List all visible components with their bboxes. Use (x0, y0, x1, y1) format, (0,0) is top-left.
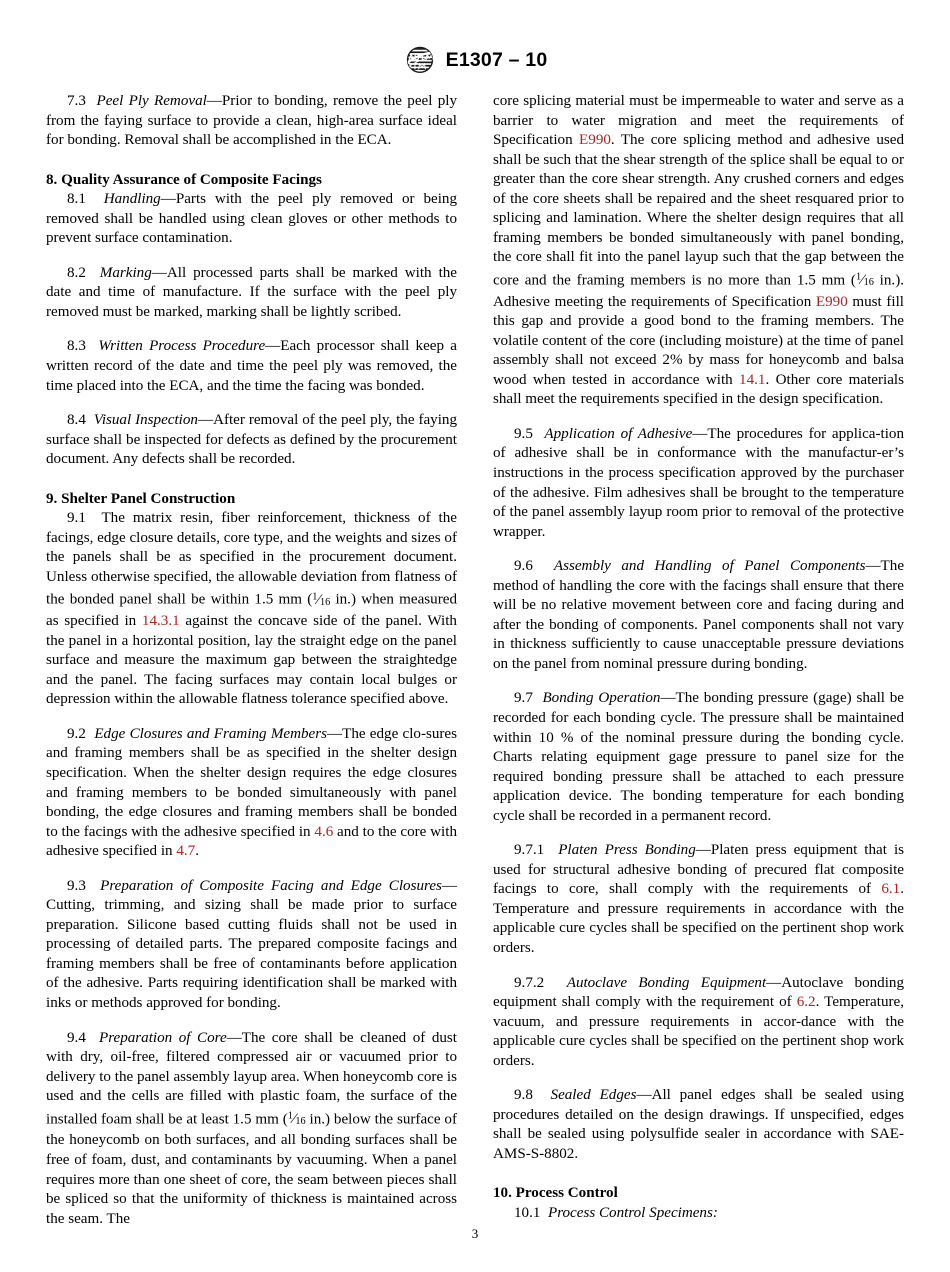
para-title: Peel Ply Removal (96, 93, 207, 109)
para-text-b: in.) when measured as specified in (46, 591, 458, 630)
para-number: 10.1 (514, 1205, 541, 1222)
paragraph-8-3 (46, 337, 457, 396)
para-number: 8.1 (67, 191, 86, 208)
paragraph-9-4 (46, 1029, 457, 1230)
para-text-a: —The edge clo-sures and framing members shall be as specified in the shelter design specification. When the shelter design requires the edge closures and framing members to be bonded simultaneously with panel bonding, the edge closures and framing members shall be bonded to the facings with the adhesive specified in (46, 725, 457, 840)
cross-reference-link[interactable]: 6.1 (881, 881, 901, 898)
para-number: 7.3 (67, 93, 86, 109)
paragraph-9-7 (493, 689, 904, 826)
para-number: 9.2 (67, 725, 86, 742)
para-title: Visual Inspection (93, 412, 198, 429)
para-body: —Each processor shall keep a written record of the date and time the peel ply was removed, the time placed into the ECA, and the time the facing was bonded. (46, 338, 457, 394)
para-title: Autoclave Bonding Equipment (566, 974, 767, 991)
para-title: Bonding Operation (542, 690, 661, 707)
para-body: —Parts with the peel ply removed or being removed shall be handled using clean gloves or other methods to prevent surface contamination. (46, 191, 458, 247)
fraction-one-sixteenth (856, 272, 874, 288)
para-title: Edge Closures and Framing Members (94, 725, 327, 742)
para-text-b: and to the core with adhesive specified in (46, 823, 457, 860)
para-body: —Prior to bonding, remove the peel ply from the faying surface to provide a clean, high-area surface ideal for bonding. Removal shall be accomplished in the ECA. (46, 93, 457, 149)
fraction-solidus: ⁄ (861, 272, 864, 289)
paragraph-9-5 (493, 425, 904, 542)
para-text-a: —The core shall be cleaned of dust with dry, oil-free, filtered compressed air or vacuumed prior to delivery to the panel assembly layup area. When honeycomb core is used and the cells are filled with plastic foam, the surface of the installed foam shall be at least 1.5 mm ( (46, 1029, 458, 1128)
paragraph-8-4 (46, 411, 457, 470)
cross-reference-link[interactable]: E990 (815, 293, 848, 310)
paragraph-7-3 (46, 92, 457, 151)
para-number: 9.6 (514, 558, 533, 575)
page-number: 3 (471, 1226, 479, 1241)
astm-logo-icon (403, 44, 437, 76)
para-title: Handling (103, 191, 161, 208)
fraction-denominator: 16 (319, 596, 331, 608)
para-text-a: core splicing material must be impermeable to water and serve as a barrier to water migration and meet the requirements of Specification (493, 93, 904, 149)
para-number: 9.8 (514, 1087, 533, 1104)
para-title: Platen Press Bonding (558, 842, 696, 859)
right-column (493, 92, 904, 1229)
paragraph-9-6 (493, 557, 904, 674)
paragraph-9-2 (46, 725, 457, 862)
fraction-denominator: 16 (863, 277, 874, 289)
para-text-c: . (195, 843, 200, 860)
paragraph-9-7-1 (493, 841, 904, 958)
cross-reference-link[interactable]: 4.6 (314, 823, 334, 840)
page-footer (0, 1226, 950, 1242)
para-number: 8.4 (67, 412, 86, 429)
fraction-one-sixteenth (312, 592, 330, 608)
document-designation: E1307 – 10 (445, 48, 548, 71)
cross-reference-link[interactable]: 6.2 (796, 994, 816, 1011)
para-text-a: The matrix resin, fiber reinforcement, thickness of the facings, edge closure details, core type, and the weights and sizes of the panels shall be as specified in the procurement document. Unless otherwise specified, the allowable deviation from flatness of the bonded panel shall be within 1.5 mm ( (46, 510, 457, 608)
para-title: Application of Adhesive (544, 425, 693, 442)
para-text-b: . Temperature and pressure requirements in accordance with the applicable cure cycles shall be specified on the pertinent shop work orders. (493, 881, 904, 956)
fraction-numerator: 1 (287, 1110, 293, 1122)
para-title: Preparation of Core (98, 1029, 227, 1046)
para-text-e: . Other core materials shall meet the requirements specified in the design specification. (493, 371, 904, 408)
para-number: 9.1 (67, 510, 86, 527)
para-title: Marking (99, 264, 152, 281)
para-text-c: in.). Adhesive meeting the requirements of Specification (493, 272, 904, 310)
cross-reference-link[interactable]: 14.1 (739, 371, 766, 388)
fraction-solidus: ⁄ (317, 591, 320, 608)
para-body: —Cutting, trimming, and sizing shall be made prior to surface preparation. Silicone based cutting fluids shall not be used in processing of detailed parts. The prepared composite facings and framing members shall be free of contaminants before application of the adhesive. Parts requiring identification shall be marked with inks or methods approved for bonding. (46, 877, 458, 1011)
para-number: 8.3 (67, 338, 86, 355)
paragraph-9-3 (46, 877, 457, 1014)
para-title: Assembly and Handling of Panel Components (553, 558, 866, 575)
para-text-c: against the concave side of the panel. With the panel in a horizontal position, lay the straight edge on the panel surface and measure the maximum gap between the straightedge and the panel. The facing surfaces may contain local bulges or depression within the allowable flatness tolerance specified above. (46, 613, 457, 708)
paragraph-8-2 (46, 264, 457, 323)
section-heading-9: 9. Shelter Panel Construction (46, 490, 236, 507)
para-text-d: must fill this gap and provide a good bond to the framing members. The volatile content of the core (including moisture) at the time of panel assembly shall not exceed 2% by mass for honeycomb and balsa wood when tested in accordance with (493, 293, 904, 388)
para-text-b: . The core splicing method and adhesive used shall be such that the shear strength of the splice shall be equal to or greater than the core shear strength. Any crushed corners and edges of the core sheets shall be repaired and the sheet resquared prior to splicing and lamination. Where the shelter design requires that all framing members be bonded simultaneously with panel bonding, the core shall fit into the panel layup such that the gap between the core and the framing members is no more than 1.5 mm ( (493, 132, 905, 289)
cross-reference-link[interactable]: 14.3.1 (141, 613, 180, 630)
para-number: 9.3 (67, 877, 86, 894)
para-title: Preparation of Composite Facing and Edge Closures (100, 877, 442, 894)
para-text-b: . Temperature, vacuum, and pressure requirements in accor-dance with the applicable cure cycles shall be specified on the pertinent shop work orders. (493, 994, 904, 1069)
paragraph-9-7-2 (493, 974, 904, 1072)
document-body (46, 92, 904, 1229)
para-number: 9.7 (514, 690, 533, 707)
cross-reference-link[interactable]: E990 (579, 132, 611, 149)
fraction-numerator: 1 (855, 271, 862, 283)
paragraph-9-1 (46, 509, 457, 710)
fraction-denominator: 16 (295, 1115, 306, 1127)
para-number: 9.7.2 (514, 974, 545, 991)
para-body: —All processed parts shall be marked with the date and time of manufacture. If the surface with the peel ply removed must be marked, marking shall be lightly scribed. (46, 264, 458, 320)
para-text-b: in.) below the surface of the honeycomb on both surfaces, and all bonding surfaces shall be free of foam, dust, and contaminants by vacuuming. When a panel requires more than one sheet of core, the seam between pieces shall be spliced so that the uniformity of thickness is maintained across the seam. The (46, 1111, 457, 1227)
paragraph-9-4-continued (493, 92, 904, 410)
para-text-a: —Platen press equipment that is used for structural adhesive bonding of precured flat composite facings to core, shall comply with the requirements of (493, 842, 905, 898)
paragraph-8-1 (46, 190, 457, 249)
para-body: —All panel edges shall be sealed using procedures detailed on the design drawings. If unspecified, edges shall be sealed using polysulfide sealer in accordance with SAE-AMS-S-8802. (493, 1087, 904, 1162)
fraction-one-sixteenth (288, 1111, 306, 1127)
left-column (46, 92, 457, 1229)
para-body: —After removal of the peel ply, the faying surface shall be inspected for defects as defined by the procurement document. Any defects shall be recorded. (46, 412, 458, 468)
para-number: 9.4 (67, 1029, 86, 1046)
para-body: —The procedures for applica-tion of adhesive shall be in conformance with the manufactur-er’s instructions in the process specification approved by the purchaser of the adhesive. Film adhesives shall be brought to the temperature of the panel assembly layup room prior to removal of the protective wrapper. (493, 425, 905, 540)
paragraph-10-1 (493, 1204, 904, 1224)
para-number: 9.7.1 (514, 842, 545, 859)
para-body: —The method of handling the core with the facings shall ensure that there will be no relative movement between core and facing during and after the bonding of components. Panel components shall not vary in thickness sufficiently to cause unacceptable pressure deviations on the panel from nominal pressure during bonding. (493, 558, 905, 672)
page-header (0, 44, 950, 76)
cross-reference-link[interactable]: 4.7 (176, 843, 196, 860)
para-number: 8.2 (67, 264, 86, 281)
para-body: —The bonding pressure (gage) shall be recorded for each bonding cycle. The pressure shall be maintained within 10 % of the nominal pressure during the bonding cycle. Charts relating equipment gage pressure to panel size for the required bonding pressure shall be attached to each pressure application device. The bonding temperature for each bonding cycle shall be recorded in a permanent record. (493, 690, 904, 824)
fraction-solidus: ⁄ (292, 1111, 296, 1128)
paragraph-9-8 (493, 1086, 904, 1164)
para-number: 9.5 (514, 425, 533, 442)
section-heading-10: 10. Process Control (493, 1185, 618, 1202)
para-title: Written Process Procedure (98, 338, 266, 355)
para-title: Process Control Specimens: (547, 1205, 718, 1222)
para-text-a: —Autoclave bonding equipment shall comply with the requirement of (493, 974, 904, 1011)
fraction-numerator: 1 (312, 591, 318, 603)
section-heading-8: 8. Quality Assurance of Composite Facings (46, 171, 322, 188)
para-title: Sealed Edges (550, 1087, 637, 1104)
